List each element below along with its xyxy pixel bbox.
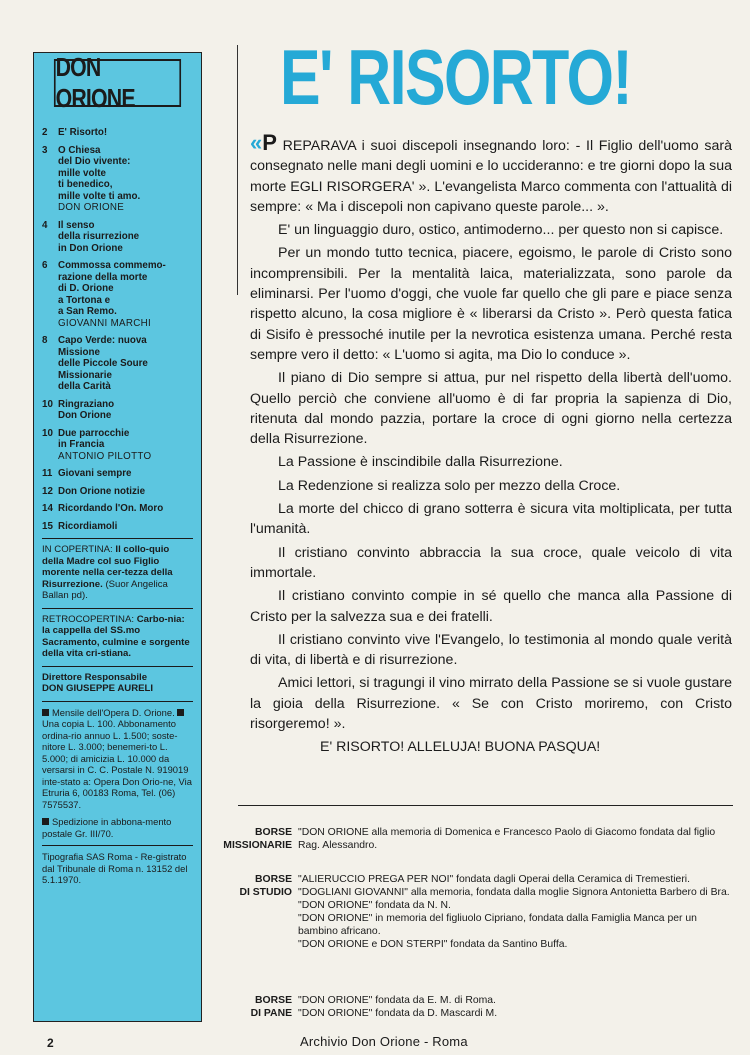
borse-di-pane — [208, 994, 736, 1020]
paragraph: Il piano di Dio sempre si attua, pur nel rispetto della libertà dell'uomo. Quello perciò che conviene all'uomo è di far propria la sapienza di Dio, ritenuta dal mondo pazzia, portare la croce di ogni giorno nella certezza della Risurrezione. — [250, 370, 732, 448]
divider — [42, 608, 193, 609]
archive-footer: Archivio Don Orione - Roma — [300, 1034, 468, 1049]
cover-note: IN COPERTINA: Il collo-quio della Madre col suo Figlio morente nella cer-tezza della Risurrezione. (Suor Angelica Ballan pd). — [42, 544, 173, 601]
article-title: E' RISORTO! — [280, 33, 632, 121]
borse-entry: "DON ORIONE e DON STERPI" fondata da Santino Buffa. — [298, 939, 568, 950]
printer-info: Tipografia SAS Roma - Re-gistrato dal Tribunale di Roma n. 13152 del 5.1.1970. — [42, 851, 188, 885]
first-paragraph: «P REPARAVA i suoi discepoli insegnando loro: - Il Figlio dell'uomo sarà consegnato nelle mani degli uomini e lo uccideranno: e tre giorni dopo la sua morte EGLI RISORGERA' ». L'evangelista Marco commenta con l'attualità di sempre: « Ma i discepoli non capivano queste parole... ». — [250, 130, 732, 215]
paragraph: Il cristiano convinto compie in sé quello che manca alla Passione di Cristo per la salvezza sua e dei fratelli. — [250, 588, 732, 625]
section-divider — [238, 805, 733, 806]
toc-item[interactable]: 2 E' Risorto! — [42, 127, 108, 138]
drop-cap: P — [262, 130, 277, 155]
paragraph: La Passione è inscindibile dalla Risurrezione. — [278, 454, 563, 471]
toc-item[interactable]: 15 Ricordiamoli — [42, 520, 118, 532]
divider — [42, 538, 193, 539]
borse-label: BORSE MISSIONARIE — [223, 827, 292, 851]
paragraph: Amici lettori, si tragungi il vino mirrato della Passione se si vuole gustare la gioia della Risurrezione. « Se con Cristo moriremo, con Cristo risorgeremo! ». — [250, 675, 732, 733]
quote-mark: « — [250, 130, 263, 155]
borse-label: BORSE DI PANE — [250, 995, 292, 1019]
toc-author: DON ORIONE — [58, 202, 125, 213]
borse-entry: "DON ORIONE" fondata da D. Mascardi M. — [298, 1008, 498, 1019]
borse-entry: "ALIERUCCIO PREGA PER NOI" fondata dagli Operai della Ceramica di Tremestieri. — [298, 874, 690, 885]
borse-missionarie — [208, 826, 736, 852]
toc-author: ANTONIO PILOTTO — [58, 450, 152, 462]
borse-entry: "DON ORIONE" fondata da N. N. — [298, 900, 451, 911]
borse-entry: "DON ORIONE" in memoria del figliuolo Cipriano, fondata dalla Famiglia Manca per un bambino africano. — [298, 913, 697, 937]
toc-item[interactable]: 14 Ricordando l'On. Moro — [42, 503, 164, 514]
borse-entry: "DOGLIANI GIOVANNI" alla memoria, fondata dalla moglie Signora Antonietta Barbero di Bra. — [298, 887, 730, 898]
director-credit: Direttore Responsabile DON GIUSEPPE AURELI — [42, 671, 154, 694]
paragraph: E' un linguaggio duro, ostico, antimoderno... per questo non si capisce. — [278, 222, 724, 239]
toc-item[interactable]: 3 O Chiesa del Dio vivente: mille volte ti benedico, mille volte ti amo. DON ORIONE — [42, 144, 141, 213]
bullet-square-icon — [42, 818, 49, 825]
column-divider — [237, 45, 238, 295]
table-of-contents — [42, 127, 193, 532]
bullet-square-icon — [177, 709, 184, 716]
sidebar-panel — [33, 52, 202, 1022]
paragraph: La morte del chicco di grano sotterra è sicura vita moltiplicata, per tutta l'umanità. — [250, 501, 732, 538]
toc-item[interactable]: 10 Ringraziano Don Orione — [42, 398, 115, 421]
paragraph: Il cristiano convinto vive l'Evangelo, lo testimonia al mondo quale verità di vita, di libertà e di risurrezione. — [250, 631, 732, 669]
toc-item[interactable]: 6 Commossa commemo- razione della morte di D. Orione a Tortona e a San Remo. GIOVANNI MARCHI — [42, 260, 166, 329]
paragraph: La Redenzione si realizza solo per mezzo della Croce. — [278, 477, 621, 494]
toc-item[interactable]: 11 Giovani sempre — [42, 468, 132, 479]
article-body — [250, 130, 732, 761]
borse-entry: "DON ORIONE" fondata da E. M. di Roma. — [298, 995, 496, 1006]
divider — [42, 701, 193, 702]
toc-item[interactable]: 4 Il senso della risurrezione in Don Orione — [42, 219, 140, 254]
paragraph: Per un mondo tutto tecnica, piacere, egoismo, le parole di Cristo sono incomprensibili. Per la mentalità laica, materializzata, sono parole da eliminarsi. Per l'uomo d'oggi, che vuole far quello che gli pare e piace senza rispetto alcuno, la cosa migliore è « liberarsi da Cristo ». Però questa fatica di Sisifo è pressoché inutile per la nevrotica esistenza umana. Perché resta sempre vero il detto: « L'uomo si agita, ma Dio lo conduce ». — [250, 245, 732, 363]
page-number: 2 — [47, 1036, 54, 1050]
subscription-info: Mensile dell'Opera D. Orione. Una copia L. 100. Abbonamento ordina-rio annuo L. 1.500; soste-nitore L. 3.000; benemeri-to L. 5.000; di amicizia L. 10.000 da versarsi in C. C. Postale N. 919019 inte-stato a: Opera Don Orio-ne, Via Etruria 6, 00183 Roma, Tel. (06) 7575537. — [42, 706, 192, 810]
toc-author: GIOVANNI MARCHI — [58, 317, 152, 329]
toc-item[interactable]: 12 Don Orione notizie — [42, 485, 146, 497]
paragraph: Il cristiano convinto abbraccia la sua croce, quale veicolo di vita immortale. — [250, 544, 732, 581]
divider — [42, 845, 193, 846]
toc-item[interactable]: 10 Due parrocchie in Francia ANTONIO PILOTTO — [42, 427, 152, 462]
closing-line: E' RISORTO! ALLELUJA! BUONA PASQUA! — [320, 739, 601, 756]
postal-info: Spedizione in abbona-mento postale Gr. III/70. — [42, 816, 172, 839]
divider — [42, 666, 193, 667]
toc-item[interactable]: 8 Capo Verde: nuova Missione delle Piccole Soure Missionarie della Carità — [42, 335, 148, 392]
borse-label: BORSE DI STUDIO — [239, 874, 292, 898]
borse-di-studio — [208, 873, 736, 951]
bullet-square-icon — [42, 709, 49, 716]
borse-entry: "DON ORIONE alla memoria di Domenica e Francesco Paolo di Giacomo fondata dal figlio Rag. Alessandro. — [298, 827, 716, 851]
magazine-title: DON ORIONE — [54, 59, 181, 107]
back-cover-note: RETROCOPERTINA: Carbo-nia: la cappella del SS.mo Sacramento, culmine e sorgente della vita cri-stiana. — [42, 613, 190, 659]
